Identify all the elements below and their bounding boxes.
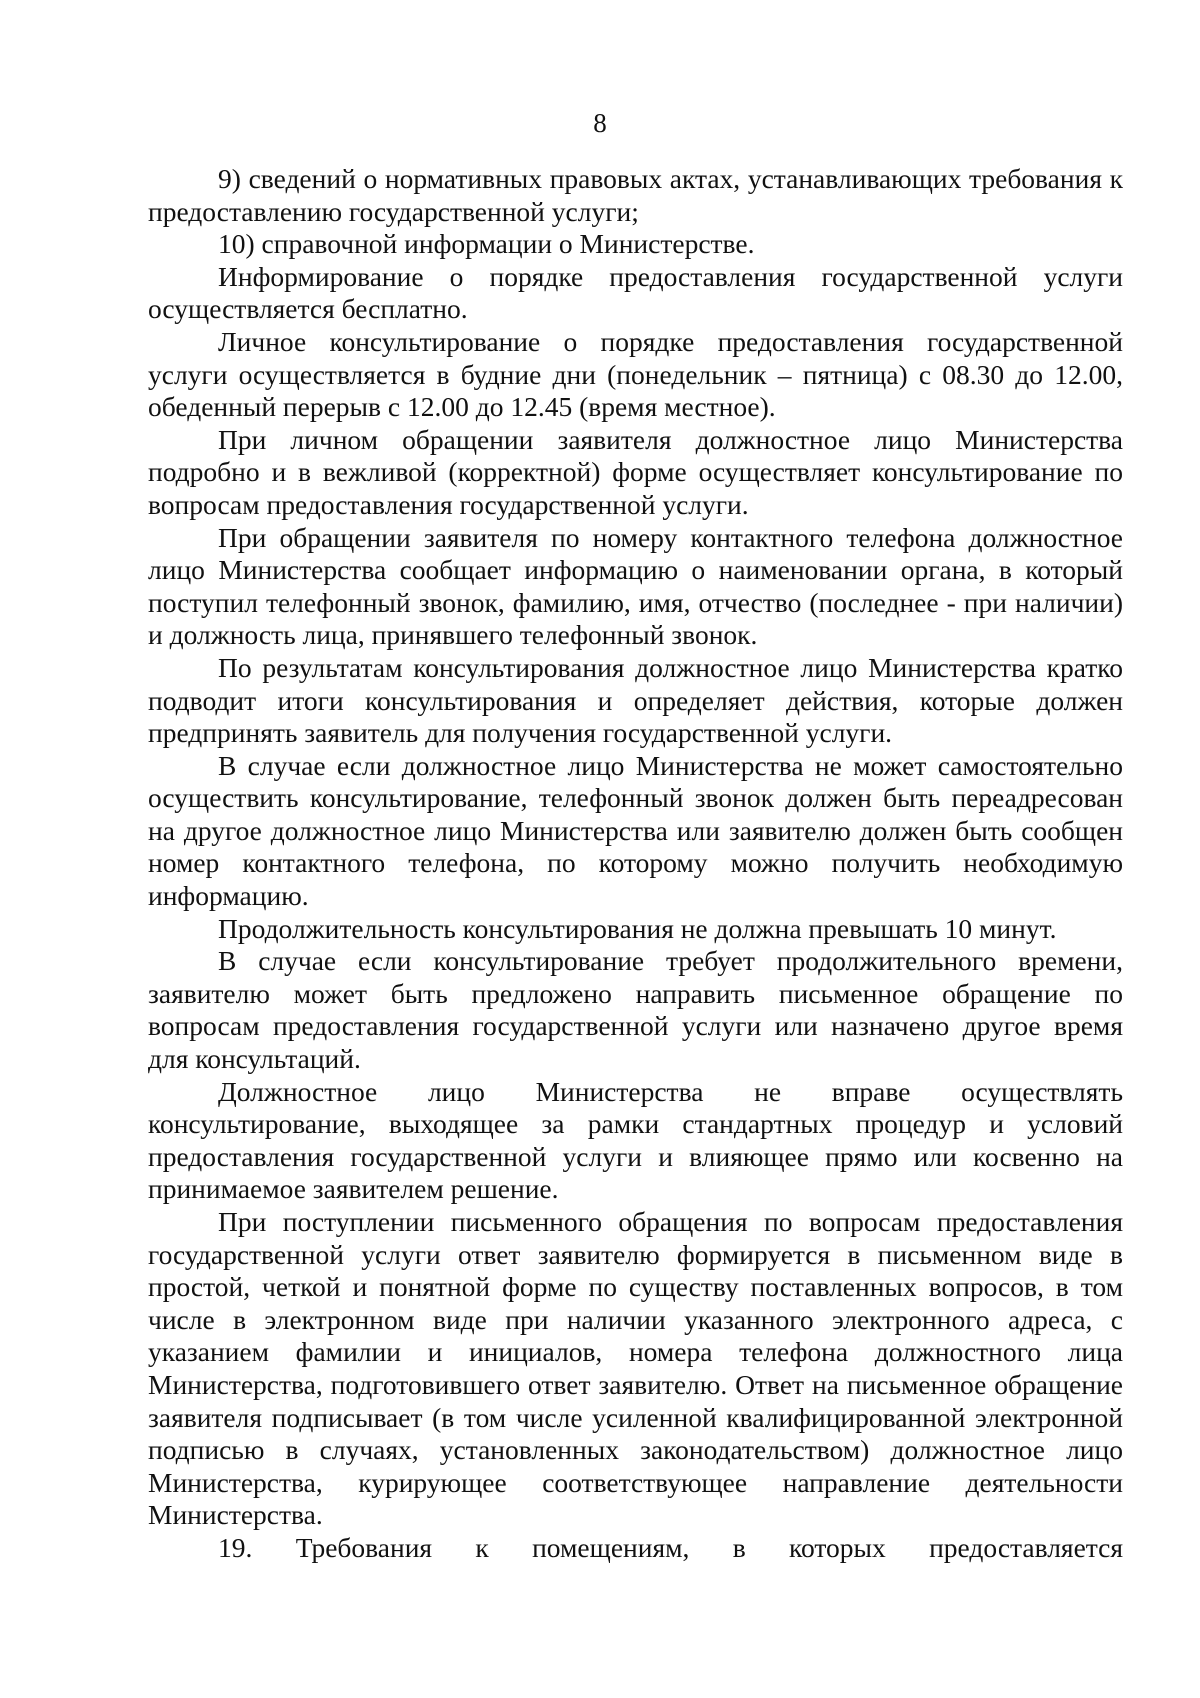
paragraph-consulting-duration: Продолжительность консультирования не должна превышать 10 минут. — [218, 912, 1057, 944]
paragraph-consulting-limits: Должностное лицо Министерства не вправе осуществлять консультирование, выходящее за рамки стандартных процедур и условий предоставления государственной услуги и влияющее прямо или косвенно на принимаемое заявителем решение. — [148, 1075, 1123, 1205]
paragraph-item-9: 9) сведений о нормативных правовых актах, устанавливающих требования к предоставлению государственной услуги; — [148, 163, 1123, 227]
paragraph-informing-free: Информирование о порядке предоставления государственной услуги осуществляется бесплатно. — [148, 260, 1123, 325]
paragraph-personal-visit: При личном обращении заявителя должностное лицо Министерства подробно и в вежливой (корректной) форме осуществляет консультирование по вопросам предоставления государственной услуги. — [148, 423, 1123, 520]
paragraph-item-10: 10) справочной информации о Министерстве. — [218, 228, 755, 260]
document-body — [148, 163, 1123, 1565]
paragraph-long-consulting: В случае если консультирование требует продолжительного времени, заявителю может быть предложено направить письменное обращение по вопросам предоставления государственной услуги или назначено другое время для консультаций. — [148, 945, 1123, 1075]
page-number: 8 — [593, 108, 607, 138]
paragraph-phone-call: При обращении заявителя по номеру контактного телефона должностное лицо Министерства сообщает информацию о наименовании органа, в который поступил телефонный звонок, фамилию, имя, отчество (последнее - при наличии) и должность лица, принявшего телефонный звонок. — [148, 521, 1123, 651]
paragraph-consulting-results: По результатам консультирования должностное лицо Министерства кратко подводит итоги консультирования и определяет действия, которые должен предпринять заявитель для получения государственной услуги. — [148, 651, 1123, 749]
paragraph-section-19: 19. Требования к помещениям, в которых предоставляется — [218, 1531, 1123, 1563]
paragraph-call-redirect: В случае если должностное лицо Министерства не может самостоятельно осуществить консультирование, телефонный звонок должен быть переадресован на другое должностное лицо Министерства или заявителю должен быть сообщен номер контактного телефона, по которому можно получить необходимую информацию. — [148, 749, 1123, 912]
paragraph-written-request: При поступлении письменного обращения по вопросам предоставления государственной услуги ответ заявителю формируется в письменном виде в простой, четкой и понятной форме по существу поставленных вопросов, в том числе в электронном виде при наличии указанного электронного адреса, с указанием фамилии и инициалов, номера телефона должностного лица Министерства, подготовившего ответ заявителю. Ответ на письменное обращение заявителя подписывает (в том числе усиленной квалифицированной электронной подписью в случаях, установленных законодательством) должностное лицо Министерства, курирующее соответствующее направление деятельности Министерства. — [148, 1206, 1123, 1531]
paragraph-personal-consulting-hours: Личное консультирование о порядке предоставления государственной услуги осуществляется в будние дни (понедельник – пятница) с 08.30 до 12.00, обеденный перерыв с 12.00 до 12.45 (время местное). — [148, 325, 1123, 423]
